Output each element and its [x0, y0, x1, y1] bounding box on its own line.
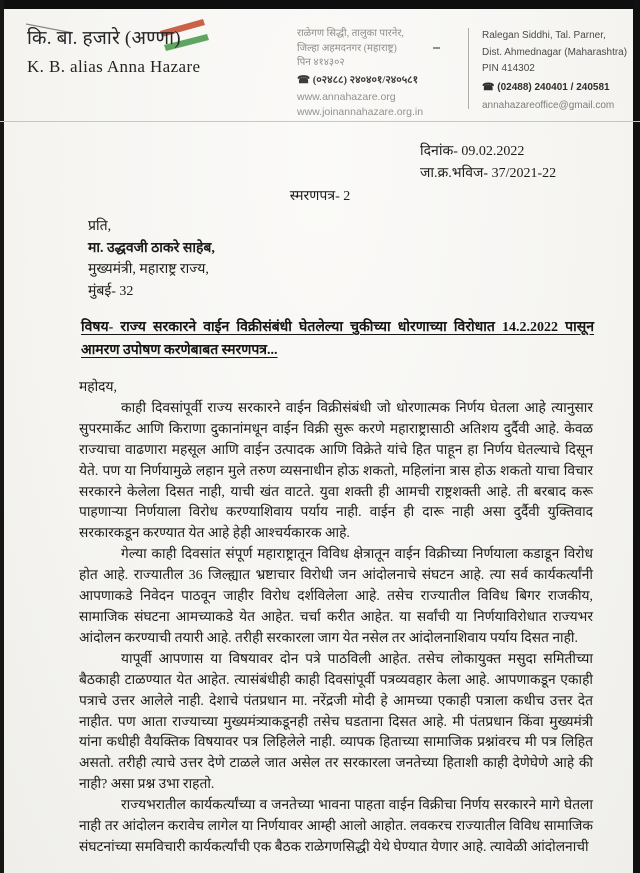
subject-line: विषय- राज्य सरकारने वाईन विक्रीसंबंधी घेतलेल्या चुकीच्या धोरणाच्या विरोधात 14.2.2022 पासून आमरण उपोषण करणेबाबत स्मरणपत्र...	[81, 320, 594, 358]
sender-name-english: K. B. alias Anna Hazare	[27, 57, 201, 76]
scan-artifact-dash	[433, 47, 440, 49]
recipient-name: मा. उद्धवजी ठाकरे साहेब,	[88, 240, 215, 256]
letterhead-name-block	[27, 24, 200, 77]
letter-greeting: महोदय,	[79, 379, 117, 394]
reference-number-line: जा.क्र.भविज- 37/2021-22	[420, 165, 557, 181]
letter-body	[79, 377, 593, 858]
website-link-primary: www.annahazare.org	[297, 91, 396, 103]
letterhead-address-english	[482, 28, 632, 115]
phone-line-english	[482, 80, 632, 97]
phone-line-marathi	[297, 74, 457, 89]
address-line: PIN 414302	[482, 63, 535, 74]
date-line: दिनांक- 09.02.2022	[420, 144, 525, 159]
phone-number-english: (02488) 240401 / 240581	[497, 81, 610, 93]
reminder-label: स्मरणपत्र- 2	[289, 189, 351, 204]
recipient-city: मुंबई- 32	[88, 283, 134, 299]
body-paragraph: यापूर्वी आपणास या विषयावर दोन पत्रे पाठविली आहेत. तसेच लोकायुक्त मसुदा समितीच्या बैठकाही टाळण्यात येत आहेत. त्यासंबंधीही काही दिवसांपूर्वी पत्रव्यवहार केला आहे. आपणाकडून एकाही पत्राचे उत्तर आलेले नाही. देशाचे पंतप्रधान मा. नरेंद्रजी मोदी हे आमच्या एकाही पत्राला कधीच उत्तर देत नाहीत. पण आता राज्याच्या मुख्यमंत्र्याकडूनही तसेच घडताना दिसत आहे. मी पंतप्रधान किंवा मुख्यमंत्री यांना कधीही वैयक्तिक विषयावर पत्र लिहिलेले नाही. व्यापक हिताच्या सामाजिक प्रश्नांवरच मी पत्र लिहित असतो. तरीही त्याचे उत्तर देणे टाळले जात असेल तर सरकारला जनतेच्या हिताशी काही देणेघेणे आहे की नाही? असा प्रश्न उभा राहतो.	[79, 650, 593, 792]
sender-name-devanagari: कि. बा. हजारे (अण्णा)	[27, 28, 181, 49]
phone-icon: ☎	[297, 74, 311, 86]
body-paragraph: राज्यभरातील कार्यकर्त्यांच्या व जनतेच्या भावना पाहता वाईन विक्रीचा निर्णय सरकारने मागे घेतला नाही तर आंदोलन करावेच लागेल या निर्णयावर आम्ही आलो आहोत. लवकरच राज्यातील विविध सामाजिक संघटनांच्या समविचारी कार्यकर्त्यांची एक बैठक राळेगणसिद्धी येथे घेण्यात येणार आहे. त्यावेळी आंदोलनाची	[79, 797, 593, 854]
recipient-block	[88, 216, 215, 302]
address-line: राळेगण सिद्धी, तालुका पारनेर,	[297, 28, 404, 39]
body-paragraph: काही दिवसांपूर्वी राज्य सरकारने वाईन विक्रीसंबंधी जो धोरणात्मक निर्णय घेतला आहे त्यानुसार सुपरमार्केट आणि किराणा दुकानांमधून वाईन विक्री सुरू करणे महाराष्ट्रासाठी अतिशय दुर्दैवी आहे. केवळ राज्याचा वाढणारा महसूल आणि वाईन उत्पादक आणि विक्रेते यांचे हित पाहून हा निर्णय घेतल्याचे दिसून येते. पण या निर्णयामुळे लहान मुले तरुण व्यसनाधीन होऊ शकतो, महिलांना त्रास होऊ शकतो याचा विचार सरकारने केलेला दिसत नाही, याची खंत वाटते. युवा शक्ती ही आमची राष्ट्रशक्ती आहे. ती बरबाद करू पाहणाऱ्या निर्णयाला विरोध करण्याशिवाय पर्याय नाही. वाईन ही दारू नाही असा दुर्दैवी युक्तिवाद सरकारकडून करण्यात येत आहे हेही आश्चर्यकारक आहे.	[79, 399, 593, 541]
address-line: Ralegan Siddhi, Tal. Parner,	[482, 30, 606, 41]
letterhead-divider	[468, 28, 469, 109]
recipient-title: मुख्यमंत्री, महाराष्ट्र राज्य,	[88, 262, 209, 277]
recipient-salutation: प्रति,	[88, 219, 112, 234]
address-line: जिल्हा अहमदनगर (महाराष्ट्र)	[297, 42, 397, 54]
phone-number-marathi: (०२४८८) २४०४०१/२४०५८१	[312, 74, 419, 86]
phone-icon: ☎	[482, 81, 495, 93]
letterhead-rule	[0, 121, 640, 122]
body-paragraph: गेल्या काही दिवसांत संपूर्ण महाराष्ट्रातून विविध क्षेत्रातून वाईन विक्रीच्या निर्णयाला कडाडून विरोध होत आहे. राज्यातील 36 जिल्ह्यात भ्रष्टाचार विरोधी जन आंदोलनाचे संघटन आहे. त्या सर्व कार्यकर्त्यांनी आपणाकडे निवेदन पाठवून जाहीर विरोध दर्शविलेला आहे. तसेच राज्यातील विविध बिगर राजकीय, सामाजिक संघटना आमच्याकडे येत आहेत. चर्चा करीत आहेत. या सर्वांची या निर्णयाविरोधात राज्यभर आंदोलन करण्याची तयारी आहे. तरीही सरकारला जाग येत नसेल तर आंदोलनाशिवाय पर्याय दिसत नाही.	[79, 546, 593, 645]
scan-edge-top	[0, 0, 640, 9]
letterhead-address-marathi	[297, 27, 457, 120]
address-line: पिन ४१४३०२	[297, 57, 345, 68]
scan-edge-left	[0, 0, 4, 873]
website-link-secondary: www.joinannahazare.org.in	[297, 106, 424, 118]
address-line: Dist. Ahmednagar (Maharashtra)	[482, 46, 628, 58]
email-address: annahazareoffice@gmail.com	[482, 100, 615, 111]
date-reference-block	[420, 141, 556, 184]
scan-edge-right	[633, 0, 640, 873]
